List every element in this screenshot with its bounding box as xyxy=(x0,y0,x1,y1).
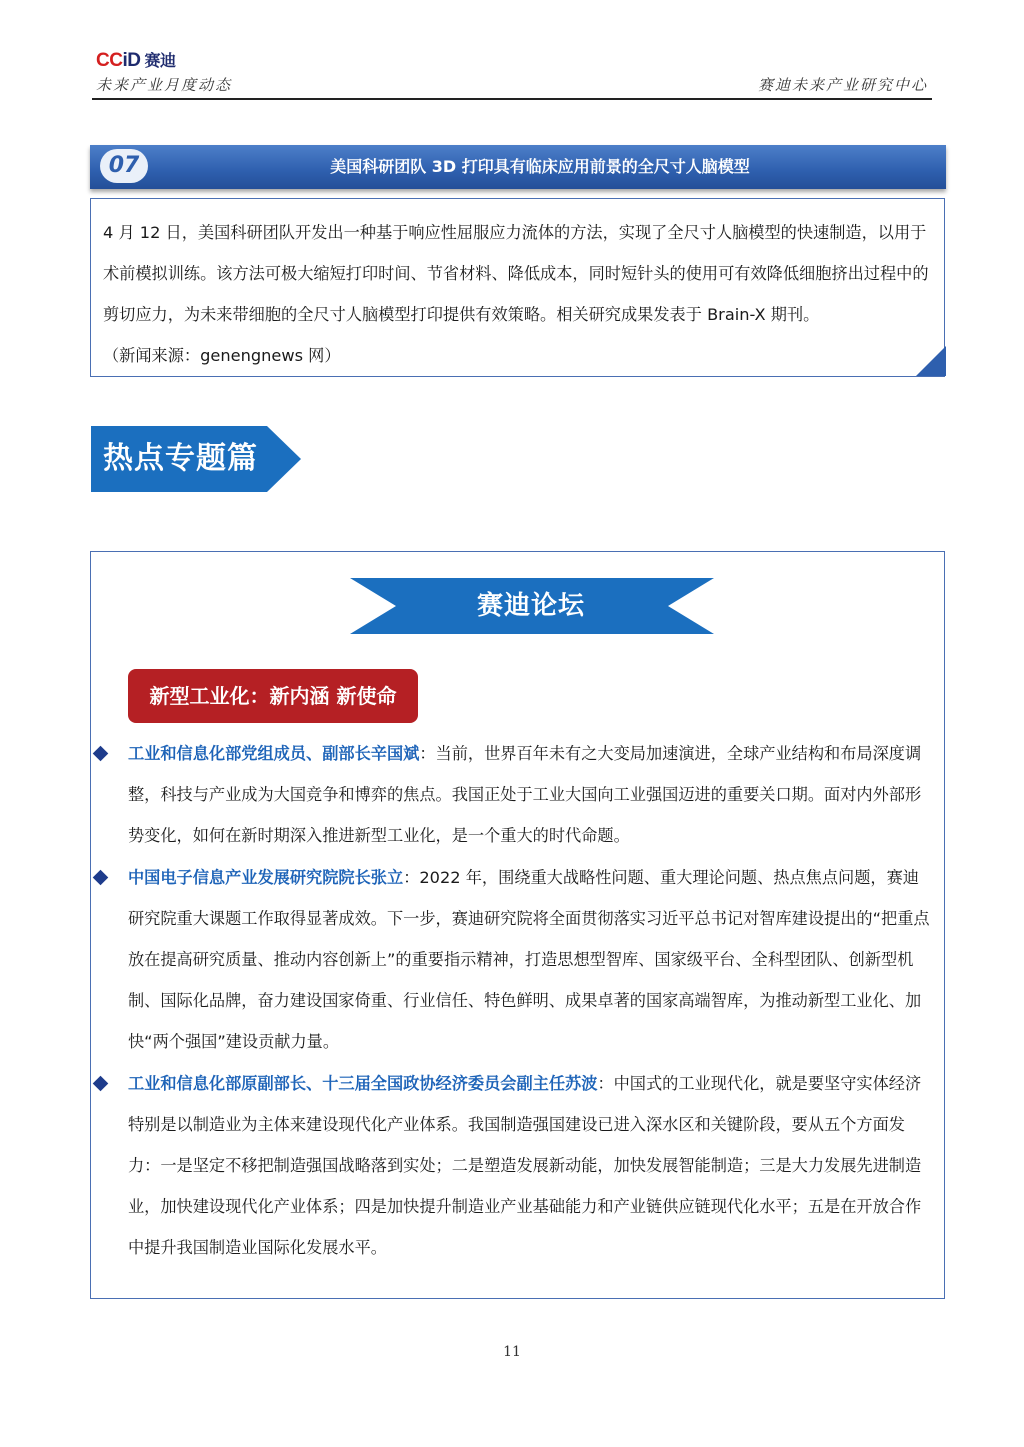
corner-triangle-decoration xyxy=(916,346,946,376)
speaker-remarks: ：中国式的工业现代化，就是要坚守实体经济特别是以制造业为主体来建设现代化产业体系。我国制造强国建设已进入深水区和关键阶段，要从五个方面发力：一是坚定不移把制造强国战略落到实处；二是塑造发展新动能，加快发展智能制造；三是大力发展先进制造业，加快建设现代化产业体系；四是加快提升制造业产业基础能力和产业链供应链现代化水平；五是在开放合作中提升我国制造业国际化发展水平。 xyxy=(128,1074,922,1257)
forum-ribbon-title: 赛迪论坛 xyxy=(476,591,585,621)
news-body xyxy=(103,212,935,376)
forum-item xyxy=(128,733,932,856)
news-body-text: 4 月 12 日，美国科研团队开发出一种基于响应性屈服应力流体的方法，实现了全尺寸人脑模型的快速制造，以用于术前模拟训练。该方法可极大缩短打印时间、节省材料、降低成本，同时短针头的使用可有效降低细胞挤出过程中的剪切应力，为未来带细胞的全尺寸人脑模型打印提供有效策略。相关研究成果发表于 Brain-X 期刊。 xyxy=(103,223,929,324)
header-right-title: 赛迪未来产业研究中心 xyxy=(757,76,928,94)
section-title: 热点专题篇 xyxy=(103,441,258,476)
header-divider xyxy=(92,98,932,100)
speaker-remarks: ：2022 年，围绕重大战略性问题、重大理论问题、热点焦点问题，赛迪研究院重大课题工作取得显著成效。下一步，赛迪研究院将全面贯彻落实习近平总书记对智库建设提出的“把重点放在提高研究质量、推动内容创新上”的重要指示精神，打造思想型智库、国家级平台、全科型团队、创新型机制、国际化品牌，奋力建设国家倚重、行业信任、特色鲜明、成果卓著的国家高端智库，为推动新型工业化、加快“两个强国”建设贡献力量。 xyxy=(128,868,930,1051)
speaker-name: 工业和信息化部原副部长、十三届全国政协经济委员会副主任苏波 xyxy=(128,1074,598,1093)
speaker-name: 中国电子信息产业发展研究院院长张立 xyxy=(128,868,404,887)
logo-cc-text: CC xyxy=(96,50,123,71)
news-number-badge: 07 xyxy=(100,149,148,183)
forum-item xyxy=(128,857,932,1062)
logo-cn-text: 赛迪 xyxy=(144,51,176,70)
news-source: （新闻来源：genengnews 网） xyxy=(103,346,341,365)
forum-item xyxy=(128,1063,932,1268)
page-number: 11 xyxy=(503,1344,521,1360)
news-title: 美国科研团队 3D 打印具有临床应用前景的全尺寸人脑模型 xyxy=(330,157,750,176)
speaker-name: 工业和信息化部党组成员、副部长辛国斌 xyxy=(128,744,420,763)
topic-label: 新型工业化：新内涵 新使命 xyxy=(128,669,418,723)
speaker-remarks: ：当前，世界百年未有之大变局加速演进，全球产业结构和布局深度调整，科技与产业成为大国竞争和博弈的焦点。我国正处于工业大国向工业强国迈进的重要关口期。面对内外部形势变化，如何在新时期深入推进新型工业化，是一个重大的时代命题。 xyxy=(128,744,922,845)
ccid-logo xyxy=(96,48,175,72)
header-left-title: 未来产业月度动态 xyxy=(96,76,233,94)
logo-id-text: iD xyxy=(122,50,141,71)
